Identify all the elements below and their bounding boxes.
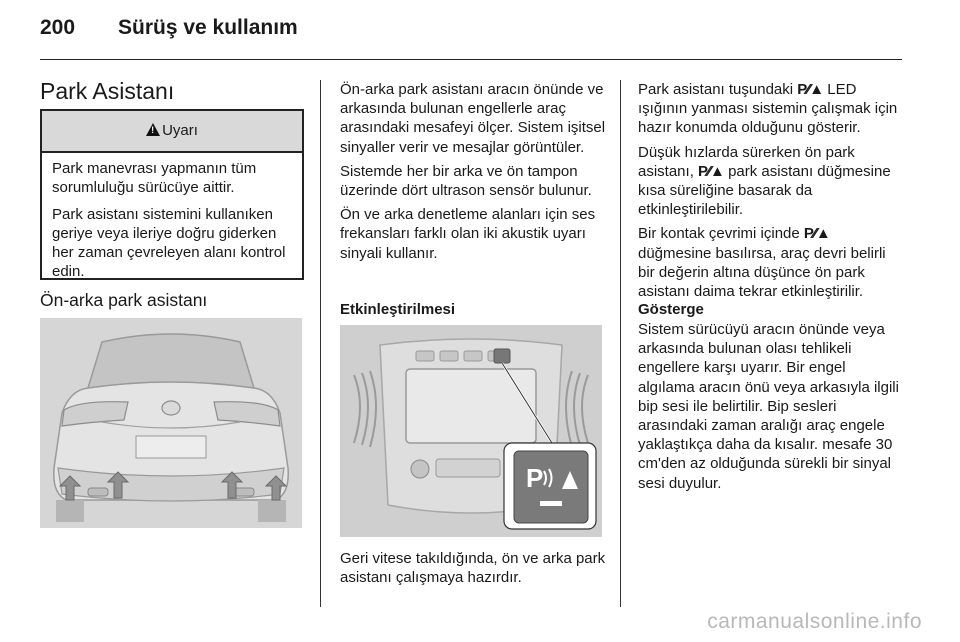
paragraph: Sistemde her bir arka ve ön tampon üzerinde dört ultrason sensör bulunur. — [340, 162, 592, 200]
chapter-title: Sürüş ve kullanım — [118, 16, 298, 39]
svg-text:P: P — [526, 463, 544, 493]
indicator-paragraph: Sistem sürücüyü aracın önünde veya arkasında bulunan olası tehlikeli engellere karşı uyarır. Bir engel algılama aracın önü veya arkasıyla ilgili bip sesi ile belirtilir. Bip sesleri arasındaki zaman aralığı araç engele yaklaştıkça daha da kısalır. mesafe 30 cm'den az olduğunda sürekli bir sinyal sesi duyulur. — [638, 321, 899, 492]
park-assist-icon: P⁄⁄▲ — [803, 225, 830, 243]
dashboard-drawing — [340, 325, 602, 537]
watermark: carmanualsonline.info — [707, 610, 922, 633]
subsection-title: Ön-arka park asistanı — [40, 290, 208, 310]
column-divider-1 — [320, 80, 321, 607]
car-rear-drawing — [40, 318, 302, 528]
paragraph: Ön ve arka denetleme alanları için ses frekansları farklı olan iki akustik uyarı sinyali kullanır. — [340, 206, 596, 262]
col2-text — [340, 80, 608, 268]
col3-text — [638, 80, 906, 306]
warning-triangle-icon — [146, 123, 160, 136]
warning-header — [42, 111, 302, 153]
column-divider-2 — [620, 80, 621, 607]
indicator-heading: Gösterge — [638, 301, 704, 318]
section-title: Park Asistanı — [40, 78, 175, 104]
car-rear-illustration — [40, 318, 302, 528]
dashboard-illustration — [340, 325, 602, 537]
activation-heading: Etkinleştirilmesi — [340, 301, 456, 318]
warning-body — [42, 153, 302, 281]
warning-paragraph: Park manevrası yapmanın tüm sorumluluğu sürücüye aittir. — [52, 160, 257, 196]
park-assist-icon: P⁄⁄▲ — [698, 162, 724, 180]
warning-box — [40, 109, 304, 280]
led-paragraph: Park asistanı tuşundaki P⁄⁄▲ LED ışığının yanması sistemin çalışmak için hazır konumda olduğunu gösterir. — [638, 81, 898, 137]
ignition-cycle-paragraph: Bir kontak çevrimi içinde P⁄⁄▲ düğmesine basılırsa, araç devri belirli bir değerin altına düşünce ön park asistanı daima tekrar etkinleştirilir. — [638, 225, 886, 301]
activation-caption: Geri vitese takıldığında, ön ve arka park asistanı çalışmaya hazırdır. — [340, 550, 606, 587]
low-speed-paragraph: Düşük hızlarda sürerken ön park asistanı, P⁄⁄▲ park asistanı düğmesine kısa süreliğine basarak da etkinleştirilebilir. — [638, 143, 891, 219]
warning-paragraph: Park asistanı sistemini kullanıken geriye veya ileriye doğru giderken her zaman çevreleyen alanı kontrol edin. — [52, 206, 286, 280]
park-assist-icon: P⁄⁄▲ — [797, 81, 824, 98]
paragraph: Ön-arka park asistanı aracın önünde ve arkasında bulunan engellerle araç arasındaki mesafeyi ölçer. Sistem işitsel sinyaller verir ve mesajlar görüntüler. — [340, 81, 606, 156]
warning-title: Uyarı — [162, 122, 198, 139]
header-rule — [40, 59, 902, 60]
page-number: 200 — [40, 16, 76, 39]
